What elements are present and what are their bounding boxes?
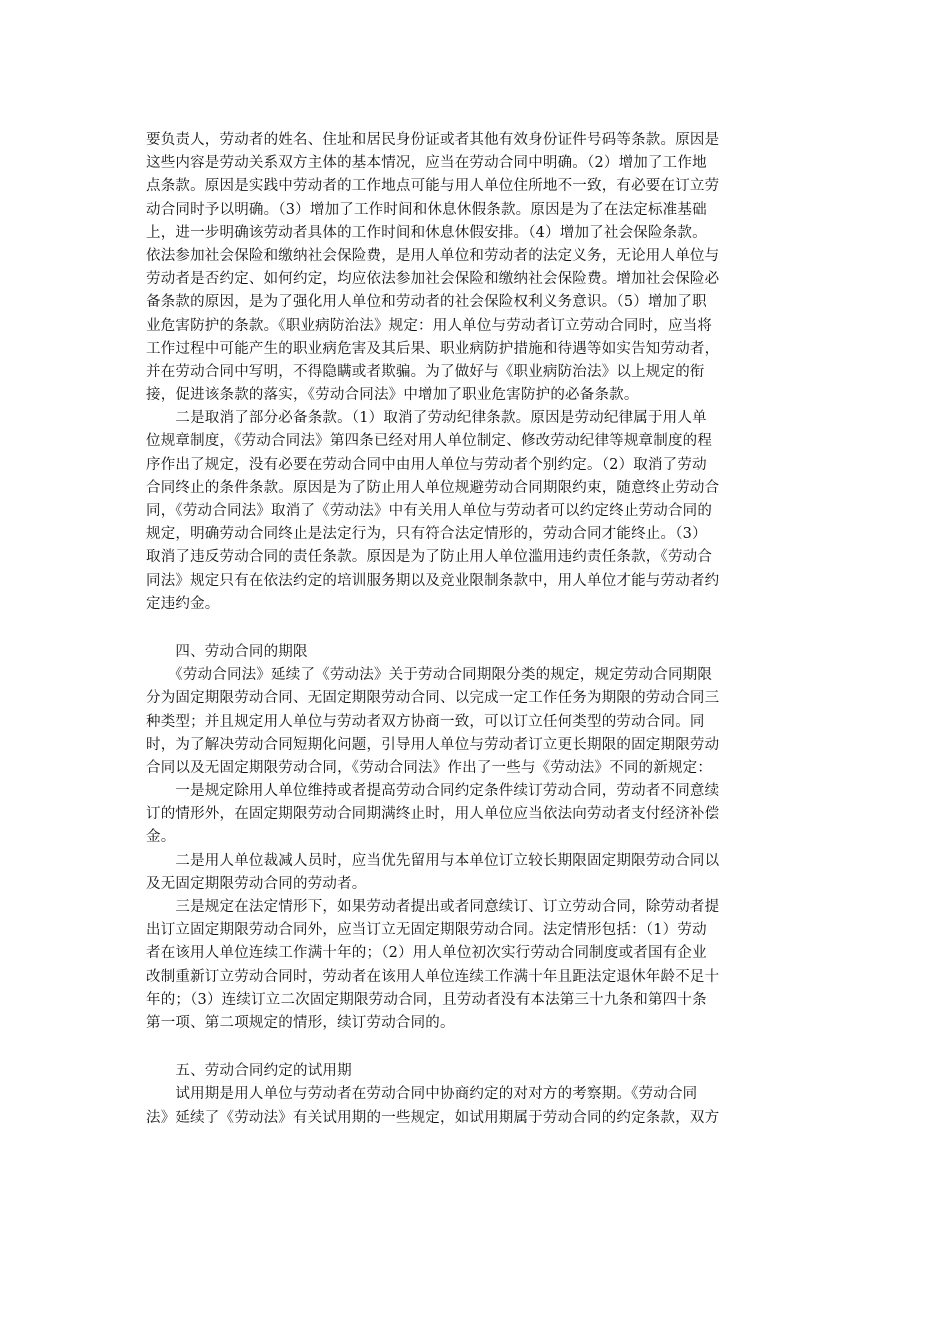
- text-line: 《劳动合同法》延续了《劳动法》关于劳动合同期限分类的规定，规定劳动合同期限: [146, 667, 713, 684]
- text-line: 这些内容是劳动关系双方主体的基本情况，应当在劳动合同中明确。（2）增加了工作地: [146, 155, 707, 172]
- section-gap: [146, 1035, 801, 1060]
- text-line: 订的情形外，在固定期限劳动合同期满终止时，用人单位应当依法向劳动者支付经济补偿: [146, 806, 720, 823]
- text-line: 点条款。原因是实践中劳动者的工作地点可能与用人单位住所地不一致，有必要在订立劳: [146, 178, 720, 195]
- text-line: 时，为了解决劳动合同短期化问题，引导用人单位与劳动者订立更长期限的固定期限劳动: [146, 736, 720, 753]
- text-line: 位规章制度，《劳动合同法》第四条已经对用人单位制定、修改劳动纪律等规章制度的程: [146, 433, 713, 450]
- paragraph-removed-clauses: [146, 407, 801, 616]
- text-line: 序作出了规定，没有必要在劳动合同中由用人单位与劳动者个别约定。（2）取消了劳动: [146, 456, 707, 473]
- text-line: 上，进一步明确该劳动者具体的工作时间和休息休假安排。（4）增加了社会保险条款。: [146, 224, 707, 241]
- section-heading: 四、劳动合同的期限: [146, 643, 308, 660]
- section-heading: 五、劳动合同约定的试用期: [146, 1063, 352, 1080]
- text-line: 法》延续了《劳动法》有关试用期的一些规定，如试用期属于劳动合同的约定条款，双方: [146, 1109, 720, 1126]
- text-line: 第一项、第二项规定的情形，续订劳动合同的。: [146, 1014, 455, 1031]
- text-line: 取消了违反劳动合同的责任条款。原因是为了防止用人单位滥用违约责任条款，《劳动合: [146, 549, 713, 566]
- text-line: 二是取消了部分必备条款。（1）取消了劳动纪律条款。原因是劳动纪律属于用人单: [146, 410, 707, 427]
- text-line: 并在劳动合同中写明，不得隐瞒或者欺骗。为了做好与《职业病防治法》以上规定的衔: [146, 363, 705, 380]
- text-line: 规定，明确劳动合同终止是法定行为，只有符合法定情形的，劳动合同才能终止。（3）: [146, 526, 707, 543]
- text-line: 二是用人单位裁减人员时，应当优先留用与本单位订立较长期限固定期限劳动合同以: [146, 852, 720, 869]
- text-line: 出订立固定期限劳动合同外，应当订立无固定期限劳动合同。法定情形包括：（1）劳动: [146, 922, 707, 939]
- paragraph-rule-three: [146, 896, 801, 1035]
- paragraph-rule-one: [146, 780, 801, 850]
- text-line: 试用期是用人单位与劳动者在劳动合同中协商约定的对对方的考察期。《劳动合同: [146, 1086, 698, 1103]
- paragraph-term-types: [146, 664, 801, 780]
- section-probation: [146, 1060, 801, 1130]
- section-essential-clauses: [146, 129, 801, 616]
- text-line: 备条款的原因，是为了强化用人单位和劳动者的社会保险权利义务意识。（5）增加了职: [146, 294, 707, 311]
- text-line: 三是规定在法定情形下，如果劳动者提出或者同意续订、订立劳动合同，除劳动者提: [146, 899, 720, 915]
- text-line: 者在该用人单位连续工作满十年的；（2）用人单位初次实行劳动合同制度或者国有企业: [146, 945, 707, 962]
- text-line: 及无固定期限劳动合同的劳动者。: [146, 875, 367, 892]
- text-line: 合同以及无固定期限劳动合同，《劳动合同法》作出了一些与《劳动法》不同的新规定：: [146, 759, 713, 776]
- section-contract-term: [146, 641, 801, 1035]
- text-line: 接，促进该条款的落实，《劳动合同法》中增加了职业危害防护的必备条款。: [146, 387, 639, 404]
- document-page: [146, 129, 801, 1130]
- paragraph-probation-intro: [146, 1083, 801, 1129]
- text-line: 依法参加社会保险和缴纳社会保险费，是用人单位和劳动者的法定义务，无论用人单位与: [146, 247, 720, 264]
- text-line: 业危害防护的条款。《职业病防治法》规定：用人单位与劳动者订立劳动合同时，应当将: [146, 317, 713, 334]
- paragraph-rule-two: [146, 850, 801, 896]
- section-gap: [146, 616, 801, 641]
- text-line: 工作过程中可能产生的职业病危害及其后果、职业病防护措施和待遇等如实告知劳动者，: [146, 340, 720, 357]
- text-line: 同法》规定只有在依法约定的培训服务期以及竞业限制条款中，用人单位才能与劳动者约: [146, 572, 720, 589]
- text-line: 劳动者是否约定、如何约定，均应依法参加社会保险和缴纳社会保险费。增加社会保险必: [146, 271, 720, 288]
- text-line: 种类型；并且规定用人单位与劳动者双方协商一致，可以订立任何类型的劳动合同。同: [146, 713, 705, 730]
- text-line: 动合同时予以明确。（3）增加了工作时间和休息休假条款。原因是为了在法定标准基础: [146, 201, 707, 218]
- text-line: 分为固定期限劳动合同、无固定期限劳动合同、以完成一定工作任务为期限的劳动合同三: [146, 690, 720, 707]
- text-line: 同，《劳动合同法》取消了《劳动法》中有关用人单位与劳动者可以约定终止劳动合同的: [146, 503, 713, 519]
- text-line: 金。: [146, 829, 176, 846]
- paragraph-added-clauses: [146, 129, 801, 407]
- text-line: 合同终止的条件条款。原因是为了防止用人单位规避劳动合同期限约束，随意终止劳动合: [146, 479, 720, 496]
- text-line: 要负责人，劳动者的姓名、住址和居民身份证或者其他有效身份证件号码等条款。原因是: [146, 132, 720, 148]
- text-line: 年的；（3）连续订立二次固定期限劳动合同，且劳动者没有本法第三十九条和第四十条: [146, 991, 707, 1008]
- text-line: 一是规定除用人单位维持或者提高劳动合同约定条件续订劳动合同，劳动者不同意续: [146, 783, 720, 800]
- text-line: 定违约金。: [146, 595, 220, 612]
- text-line: 改制重新订立劳动合同时，劳动者在该用人单位连续工作满十年且距法定退休年龄不足十: [146, 968, 720, 985]
